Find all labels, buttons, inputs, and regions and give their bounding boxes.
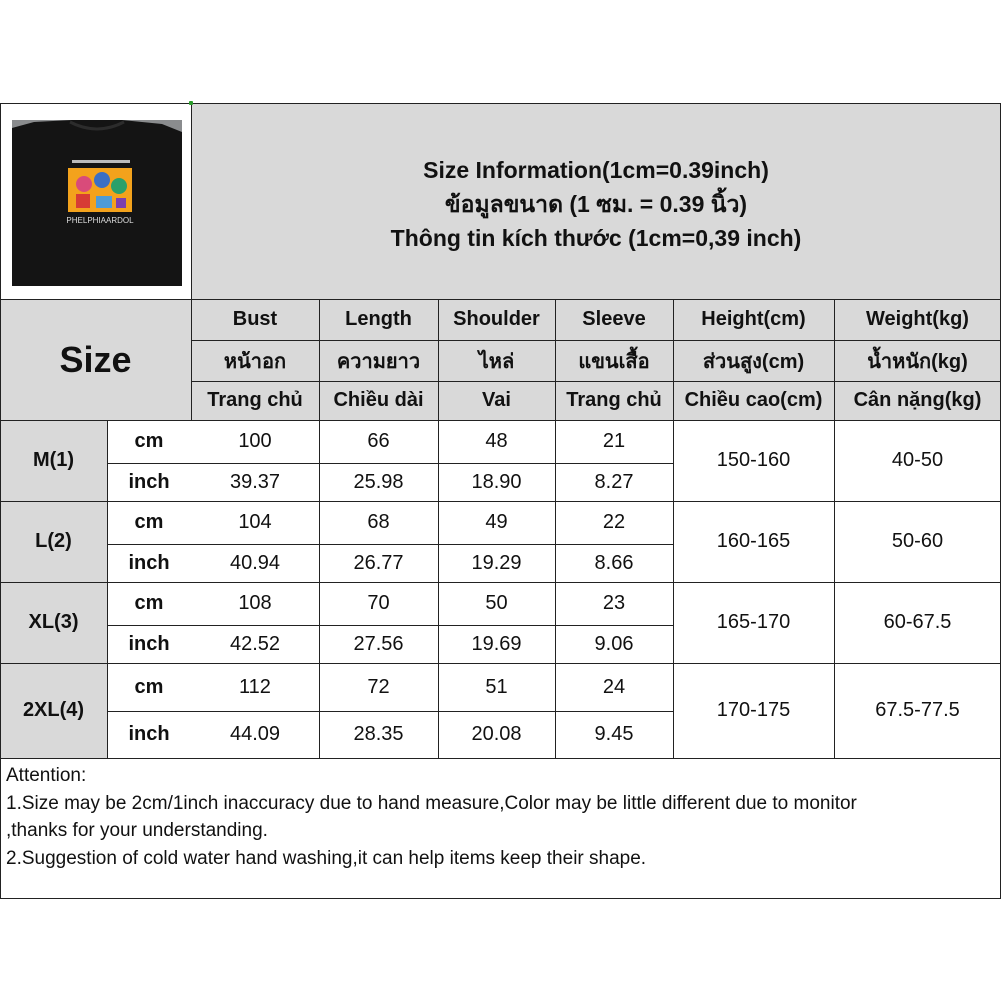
measurement-inch: 8.27 <box>594 470 634 493</box>
measurement-inch: 28.35 <box>353 723 404 745</box>
unit-inch-label: inch <box>128 632 170 655</box>
notes-line-2: ,thanks for your understanding. <box>6 820 268 841</box>
grid-line <box>0 420 1001 421</box>
grid-line <box>0 663 1001 664</box>
measurement-cm: 72 <box>367 675 390 698</box>
column-header-vi: Trang chủ <box>207 389 303 411</box>
title-line-th: ข้อมูลขนาด (1 ซม. = 0.39 นิ้ว) <box>444 190 748 217</box>
column-header-th: น้ำหนัก(kg) <box>867 350 968 373</box>
measurement-cm: 21 <box>602 430 626 452</box>
tshirt-photo <box>12 120 182 286</box>
weight-range: 67.5-77.5 <box>875 699 960 721</box>
unit-cm-label: cm <box>134 675 164 698</box>
chart-title <box>191 151 1001 256</box>
measurement-cm: 104 <box>238 511 272 533</box>
grid-line <box>107 625 673 626</box>
column-header-vi: Chiều dài <box>333 389 424 411</box>
measurement-cm: 22 <box>602 511 626 533</box>
weight-range: 60-67.5 <box>883 611 952 633</box>
measurement-inch: 40.94 <box>229 551 281 574</box>
title-line-en: Size Information(1cm=0.39inch) <box>423 156 769 183</box>
column-header-th: ความยาว <box>336 350 421 373</box>
measurement-inch: 19.29 <box>471 551 522 574</box>
column-header-vi: Cân nặng(kg) <box>853 389 982 411</box>
measurement-inch: 18.90 <box>471 470 522 493</box>
size-label: L(2) <box>35 530 72 552</box>
column-header-vi: Vai <box>482 389 511 411</box>
column-header-vi: Trang chủ <box>566 389 662 411</box>
measurement-cm: 24 <box>602 675 626 698</box>
measurement-inch: 26.77 <box>353 551 404 574</box>
grid-line <box>0 758 1001 759</box>
grid-line <box>107 420 108 758</box>
size-heading: Size <box>59 338 132 380</box>
height-range: 170-175 <box>716 699 791 721</box>
grid-line <box>673 299 674 758</box>
height-range: 150-160 <box>716 449 791 471</box>
column-header-en: Shoulder <box>453 308 540 330</box>
grid-line <box>107 711 673 712</box>
grid-line <box>191 340 1001 341</box>
grid-line <box>0 501 1001 502</box>
measurement-cm: 70 <box>367 592 390 614</box>
height-range: 165-170 <box>716 611 791 633</box>
measurement-inch: 8.66 <box>594 551 634 574</box>
title-line-vi: Thông tin kích thước (1cm=0,39 inch) <box>390 224 802 251</box>
size-label: XL(3) <box>28 611 79 633</box>
measurement-inch: 39.37 <box>229 470 281 493</box>
attention-notes <box>6 762 996 872</box>
measurement-cm: 66 <box>367 430 390 452</box>
size-chart <box>0 103 1001 899</box>
weight-range: 50-60 <box>891 530 944 552</box>
column-header-vi: Chiều cao(cm) <box>684 389 823 411</box>
notes-heading: Attention: <box>6 765 87 786</box>
measurement-inch: 42.52 <box>229 632 281 655</box>
size-label: 2XL(4) <box>22 699 85 721</box>
measurement-cm: 23 <box>602 592 626 614</box>
column-header-en: Bust <box>232 308 278 330</box>
column-header-en: Sleeve <box>582 308 646 330</box>
grid-line <box>0 898 1001 899</box>
measurement-inch: 25.98 <box>353 470 404 493</box>
measurement-inch: 9.45 <box>594 723 634 745</box>
unit-inch-label: inch <box>128 723 170 745</box>
product-image <box>12 120 182 286</box>
measurement-cm: 50 <box>485 592 508 614</box>
grid-line <box>834 299 835 758</box>
measurement-cm: 48 <box>485 430 508 452</box>
grid-line <box>191 381 1001 382</box>
notes-line-1: 1.Size may be 2cm/1inch inaccuracy due to hand measure,Color may be little different due to monitor <box>6 792 857 814</box>
measurement-cm: 49 <box>485 511 508 533</box>
print-text: PHELPHIAARDOL <box>66 216 134 225</box>
column-header-th: ส่วนสูง(cm) <box>702 350 805 373</box>
unit-cm-label: cm <box>134 592 164 614</box>
column-header-en: Height(cm) <box>701 308 806 330</box>
unit-inch-label: inch <box>128 470 170 493</box>
measurement-cm: 100 <box>238 430 272 452</box>
column-header-th: ไหล่ <box>478 350 515 373</box>
grid-line <box>438 299 439 758</box>
grid-line <box>107 463 673 464</box>
column-header-en: Length <box>345 308 412 330</box>
measurement-cm: 51 <box>485 675 508 698</box>
weight-range: 40-50 <box>891 449 944 471</box>
grid-line <box>0 103 1001 104</box>
unit-inch-label: inch <box>128 551 170 574</box>
grid-line <box>319 299 320 758</box>
size-label: M(1) <box>32 449 75 471</box>
measurement-inch: 20.08 <box>471 723 522 745</box>
measurement-cm: 112 <box>239 675 271 698</box>
corner-marker-icon <box>189 101 193 105</box>
column-header-th: หน้าอก <box>223 350 287 373</box>
measurement-cm: 68 <box>367 511 390 533</box>
grid-line <box>107 544 673 545</box>
notes-line-3: 2.Suggestion of cold water hand washing,it can help items keep their shape. <box>6 847 647 869</box>
measurement-inch: 27.56 <box>353 632 404 655</box>
measurement-inch: 44.09 <box>229 723 281 745</box>
measurement-cm: 108 <box>238 592 272 614</box>
unit-cm-label: cm <box>134 511 164 533</box>
height-range: 160-165 <box>716 530 791 552</box>
grid-line <box>555 299 556 758</box>
column-header-th: แขนเสื้อ <box>578 350 650 373</box>
column-header-en: Weight(kg) <box>866 308 969 330</box>
measurement-inch: 19.69 <box>471 632 522 655</box>
measurement-inch: 9.06 <box>594 632 634 655</box>
grid-line <box>191 103 192 420</box>
grid-line <box>0 299 1001 300</box>
grid-line <box>0 582 1001 583</box>
unit-cm-label: cm <box>134 430 164 452</box>
